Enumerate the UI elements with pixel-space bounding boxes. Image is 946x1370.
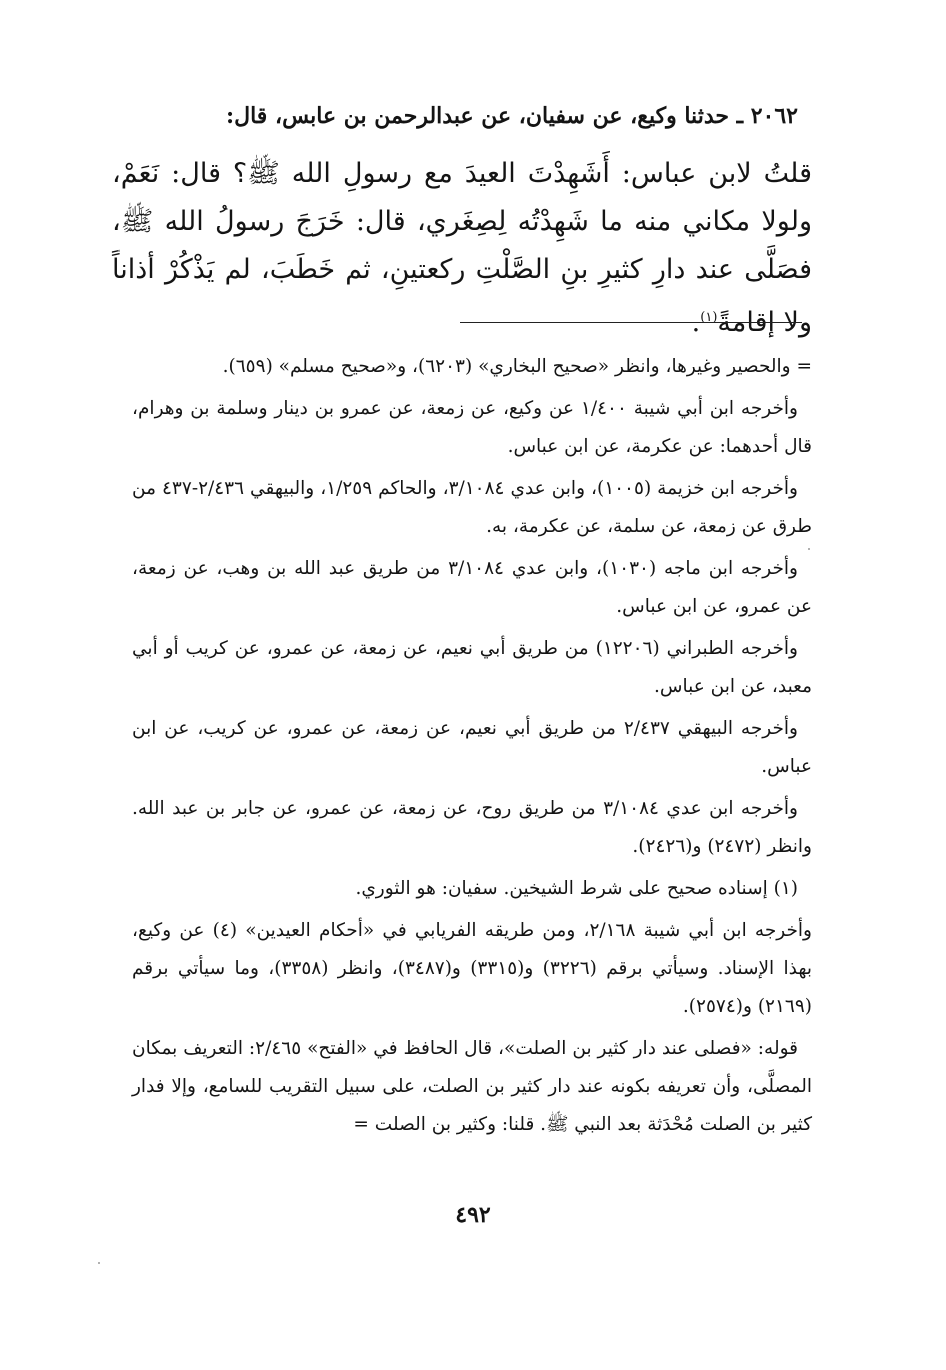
hadith-end-mark: .	[691, 307, 701, 338]
footnote-paragraph: = والحصير وغيرها، وانظر «صحيح البخاري» (٦٢٠٣)، و«صحيح مسلم» (٦٥٩).	[222, 356, 812, 377]
footnote-paragraph: (١) إسناده صحيح على شرط الشيخين. سفيان: هو الثوري.	[355, 878, 798, 899]
footnote-paragraph: وأخرجه ابن عدي ٣/١٠٨٤ من طريق روح، عن زمعة، عن عمرو، عن جابر بن عبد الله. وانظر (٢٤٧٢) و(٢٤٢٦).	[132, 798, 812, 857]
footnote-paragraph: وأخرجه ابن أبي شيبة ٢/١٦٨، ومن طريقه الفريابي في «أحكام العيدين» (٤) عن وكيع، بهذا الإسناد. وسيأتي برقم (٣٢٢٦) و(٣٣١٥) و(٣٤٨٧)، وانظر (٣٣٥٨)، وما سيأتي برقم (٢١٦٩) و(٢٥٧٤).	[132, 920, 813, 1017]
footnote-separator	[460, 322, 802, 323]
footnote-paragraph: وأخرجه ابن ماجه (١٠٣٠)، وابن عدي ٣/١٠٨٤ من طريق عبد الله بن وهب، عن زمعة، عن عمرو، عن ابن عباس.	[132, 558, 812, 617]
scan-speck	[808, 548, 810, 550]
footnotes-section	[132, 348, 812, 1148]
hadith-body: قلتُ لابن عباس: أَشَهِدْتَ العيدَ مع رسولِ الله ﷺ؟ قال: نَعَمْ، ولولا مكاني منه ما شَهِدْتُه لِصِغَري، قال: خَرَجَ رسولُ الله ﷺ، فصَلَّى عند دارِ كثيرِ بنِ الصَّلْتِ ركعتينِ، ثم خَطَبَ، لم يَذْكُرْ أذاناً ولا إقامةً	[112, 158, 812, 338]
scan-speck	[98, 1262, 100, 1264]
footnote-paragraph: وأخرجه البيهقي ٢/٤٣٧ من طريق أبي نعيم، عن زمعة، عن عمرو، عن كريب، عن ابن عباس.	[132, 718, 812, 777]
scan-speck	[118, 250, 120, 252]
footnote-paragraph: وأخرجه ابن خزيمة (١٠٠٥)، وابن عدي ٣/١٠٨٤، والحاكم ١/٢٥٩، والبيهقي ٢/٤٣٦-٤٣٧ من طرق عن زمعة، عن سلمة، عن عكرمة، به.	[132, 478, 812, 537]
footnote-paragraph: وأخرجه ابن أبي شيبة ١/٤٠٠ عن وكيع، عن زمعة، عن عمرو بن دينار وسلمة بن وهرام، قال أحدهما: عن عكرمة، عن ابن عباس.	[132, 398, 812, 457]
page-number: ٤٩٢	[455, 1202, 491, 1228]
hadith-header: ٢٠٦٢ ـ حدثنا وكيع، عن سفيان، عن عبدالرحمن بن عابس، قال:	[226, 103, 798, 129]
footnote-paragraph: قوله: «فصلى عند دار كثير بن الصلت»، قال الحافظ في «الفتح» ٢/٤٦٥: التعريف بمكان المصلَّى، وأن تعريفه بكونه عند دار كثير بن الصلت، على سبيل التقريب للسامع، وإلا فدار كثير بن الصلت مُحْدَثة بعد النبي ﷺ. قلنا: وكثير بن الصلت =	[132, 1038, 812, 1135]
footnote-paragraph: وأخرجه الطبراني (١٢٢٠٦) من طريق أبي نعيم، عن زمعة، عن عمرو، عن كريب أو أبي معبد، عن ابن عباس.	[132, 638, 812, 697]
hadith-text	[112, 150, 812, 347]
footnote-marker: (١)	[700, 310, 718, 325]
